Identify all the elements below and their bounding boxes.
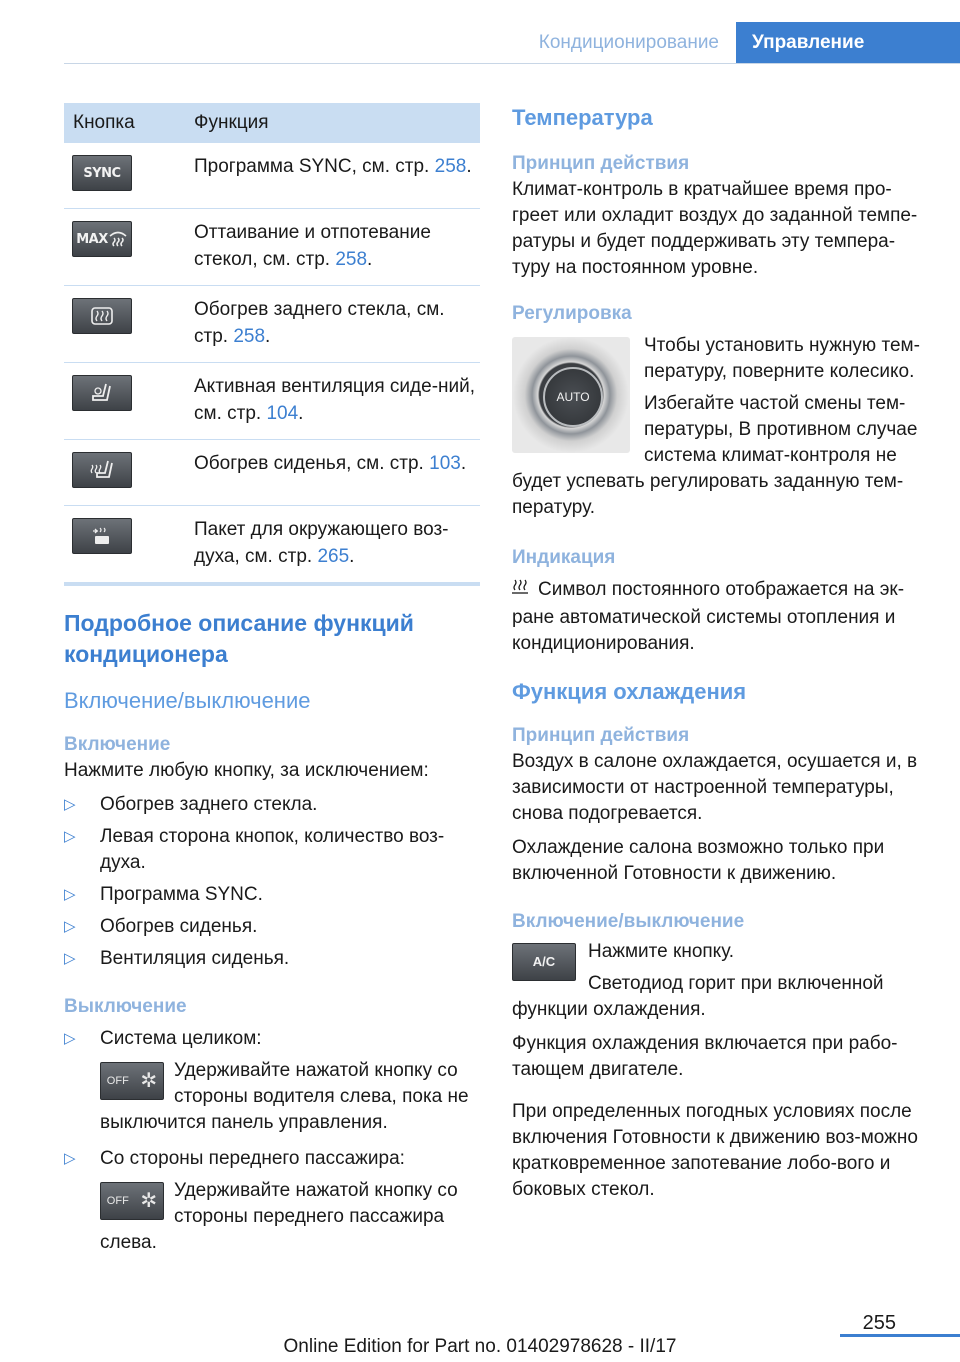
- heading-temperature: Температура: [512, 105, 653, 130]
- list-item: ▷ Со стороны переднего пассажира: OFF ✲ Удерживайте нажатой кнопку со стороны переднего пассажира слева.: [64, 1148, 458, 1253]
- column-header-button: Кнопка: [64, 103, 194, 143]
- adjust-text-2: Избегайте частой смены тем-пературы, В противном случае система климат-контроля не будет успевать регулировать заданную тем-пературу.: [512, 393, 918, 518]
- header-divider: [64, 63, 960, 64]
- indication-text: Символ постоянного отображается на эк-ране автоматической системы отопления и кондиционирования.: [512, 579, 905, 654]
- right-column: [512, 103, 926, 1203]
- table-row: [64, 209, 480, 286]
- max-defrost-button-icon: MAX: [72, 221, 132, 257]
- table-cell-function: Обогрев заднего стекла, см. стр. 258.: [194, 286, 480, 363]
- fan-off-button-icon: OFF ✲: [100, 1182, 164, 1220]
- chapter-tab: Управление: [736, 22, 960, 63]
- sync-button-icon: SYNC: [72, 155, 132, 191]
- heading-adjustment: Регулировка: [512, 303, 632, 324]
- list-item: ▷ Левая сторона кнопок, количество воз-духа.: [64, 826, 445, 873]
- heading-detailed-description: Подробное описание функций кондиционера: [64, 610, 414, 667]
- page-number: 255: [862, 1312, 896, 1334]
- list-item: ▷ Вентиляция сиденья.: [64, 948, 290, 969]
- table-cell-function: Программа SYNC, см. стр. 258.: [194, 143, 480, 209]
- temperature-dial-image: [512, 337, 630, 453]
- table-cell-function: Активная вентиляция сиде-ний, см. стр. 104.: [194, 363, 480, 440]
- left-column: [64, 103, 480, 1256]
- heading-principle: Принцип действия: [512, 153, 690, 174]
- switch-on-exceptions: [64, 792, 480, 972]
- ac-text-1: Нажмите кнопку.: [588, 941, 735, 962]
- ac-text-2: Светодиод горит при включенной функции охлаждения.: [512, 973, 884, 1020]
- auto-button-label: AUTO: [543, 367, 603, 427]
- heading-on-off: Включение/выключение: [64, 688, 311, 713]
- list-item: ▷ Система целиком: OFF ✲ Удерживайте нажатой кнопку со стороны водителя слева, пока не выключится панель управления.: [64, 1028, 469, 1133]
- list-item: ▷ Программа SYNC.: [64, 884, 263, 905]
- heading-switch-on: Включение: [64, 734, 171, 755]
- ambient-air-button-icon: [72, 518, 132, 554]
- table-cell-function: Пакет для окружающего воз-духа, см. стр. 265.: [194, 506, 480, 585]
- column-header-function: Функция: [194, 103, 480, 143]
- list-item: ▷ Обогрев сиденья.: [64, 916, 258, 937]
- page-link[interactable]: 103: [429, 453, 461, 474]
- page-link[interactable]: 258: [233, 326, 266, 347]
- ac-text-4: При определенных погодных условиях после включения Готовности к движению воз-можно кратковременное запотевание лобо-вого и боковых стекол.: [512, 1101, 918, 1200]
- ac-text-3: Функция охлаждения включается при рабо-тающем двигателе.: [512, 1033, 898, 1080]
- switch-on-text: Нажмите любую кнопку, за исключением:: [64, 760, 429, 781]
- table-row: [64, 506, 480, 585]
- section-title: Кондиционирование: [538, 32, 719, 53]
- heading-indication: Индикация: [512, 547, 616, 568]
- page-link[interactable]: 258: [434, 156, 467, 177]
- edition-note: Online Edition for Part no. 01402978628 - II/17: [283, 1336, 677, 1357]
- heading-cooling: Функция охлаждения: [512, 679, 747, 704]
- rear-window-heat-button-icon: [72, 298, 132, 334]
- seat-ventilation-button-icon: [72, 375, 132, 411]
- table-cell-function: Оттаивание и отпотевание стекол, см. стр. 258.: [194, 209, 480, 286]
- table-row: [64, 363, 480, 440]
- principle-text: Климат-контроль в кратчайшее время про-греет или охладит воздух до заданной темпе-ратуры и будет поддерживать эту темпера-туру на постоянном уровне.: [512, 179, 918, 278]
- heading-switch-off: Выключение: [64, 996, 187, 1017]
- heat-symbol-icon: [512, 579, 528, 605]
- page-link[interactable]: 104: [266, 403, 299, 424]
- heading-on-off-2: Включение/выключение: [512, 911, 745, 932]
- table-cell-function: Обогрев сиденья, см. стр. 103.: [194, 440, 480, 506]
- button-function-table: [64, 103, 480, 586]
- heading-principle-2: Принцип действия: [512, 725, 690, 746]
- table-row: [64, 440, 480, 506]
- page-link[interactable]: 265: [317, 546, 350, 567]
- switch-off-list: [64, 1026, 480, 1256]
- list-item: ▷ Обогрев заднего стекла.: [64, 794, 318, 815]
- adjust-text-1: Чтобы установить нужную тем-пературу, поверните колесико.: [644, 335, 920, 382]
- page-link[interactable]: 258: [335, 249, 368, 270]
- table-row: [64, 286, 480, 363]
- cooling-text-1: Воздух в салоне охлаждается, осушается и, в зависимости от настроенной температуры, снова подогревается.: [512, 751, 918, 824]
- cooling-text-2: Охлаждение салона возможно только при включенной Готовности к движению.: [512, 837, 885, 884]
- ac-button-icon: A/C: [512, 943, 576, 981]
- table-row: [64, 143, 480, 209]
- fan-off-button-icon: OFF ✲: [100, 1062, 164, 1100]
- seat-heating-button-icon: [72, 452, 132, 488]
